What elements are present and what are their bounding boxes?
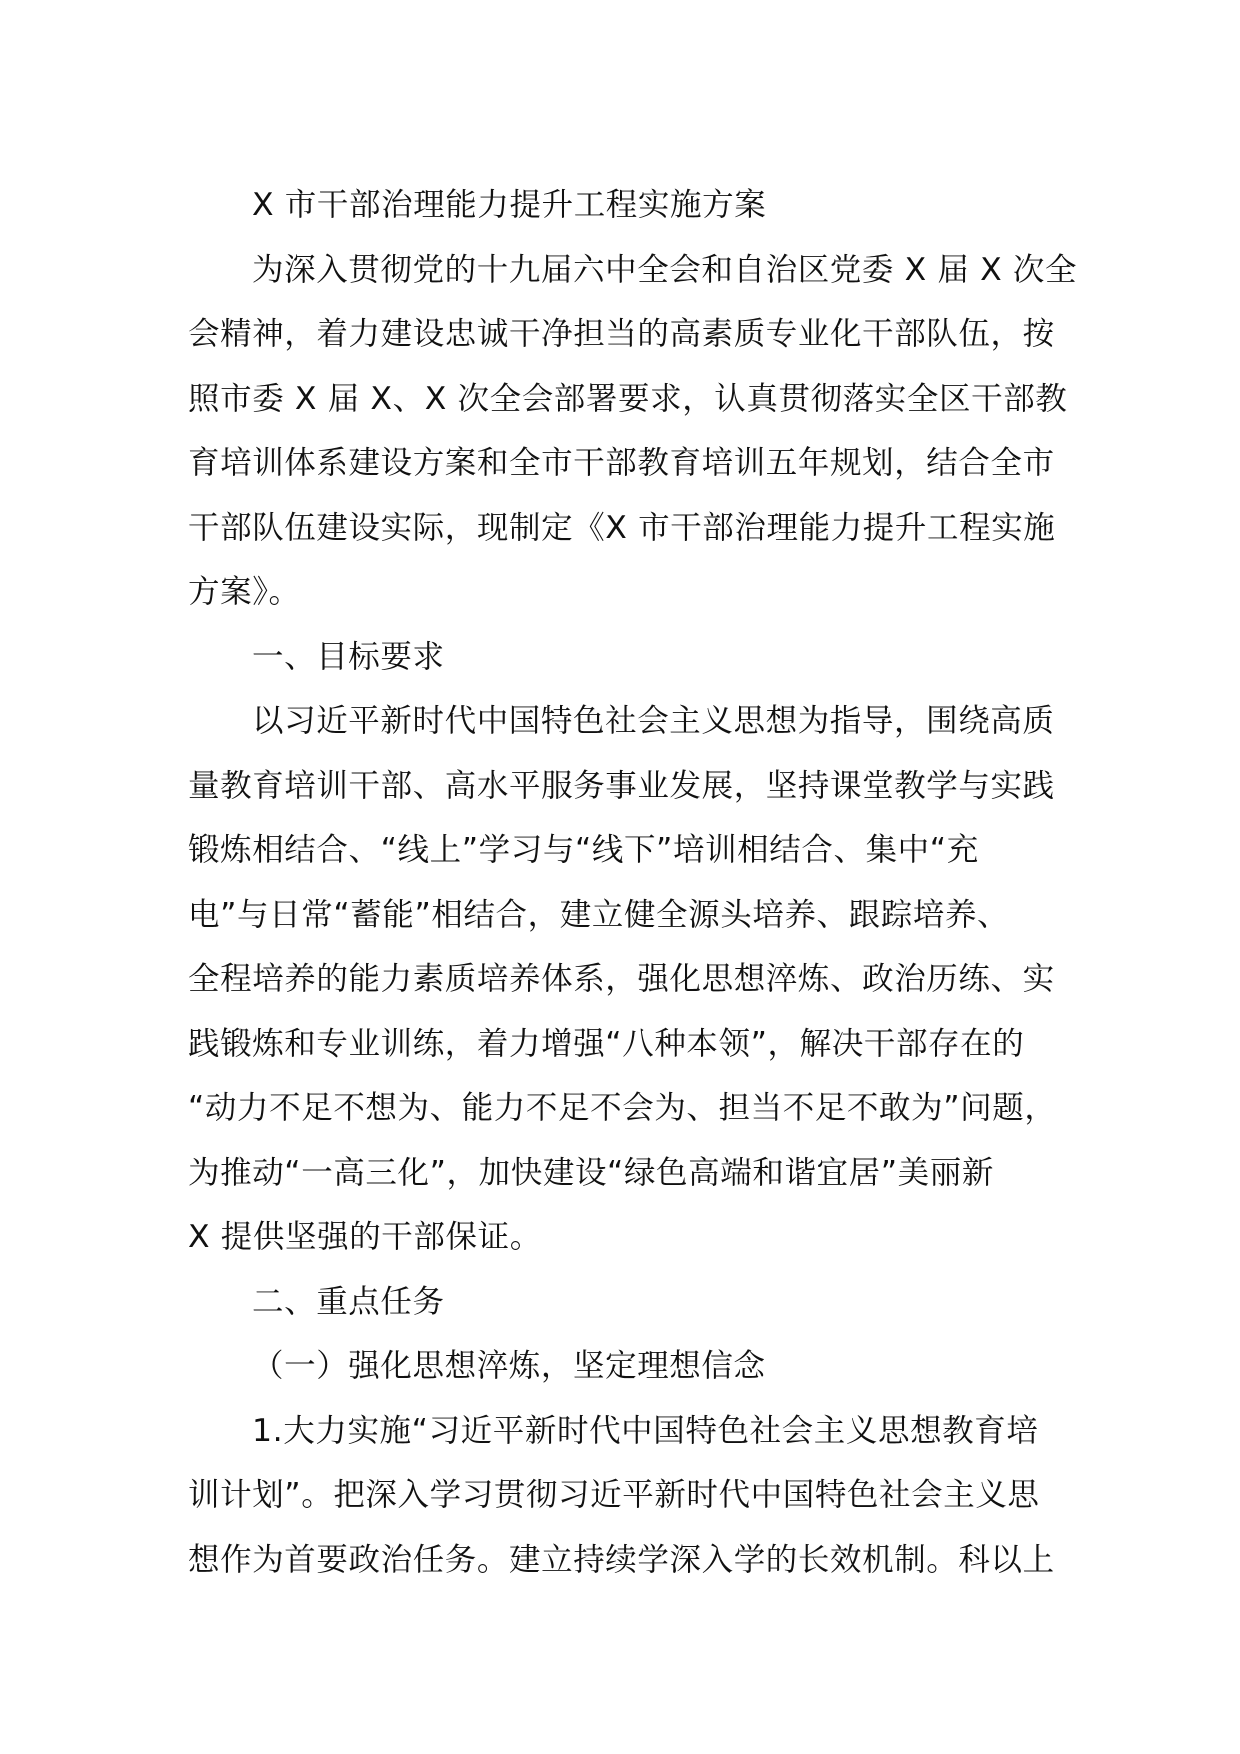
document-title: X 市干部治理能力提升工程实施方案 (252, 187, 767, 223)
intro-paragraph-line: 会精神，着力建设忠诚干净担当的高素质专业化干部队伍，按 (188, 316, 1055, 352)
task-paragraph-line: 训计划”。把深入学习贯彻习近平新时代中国特色社会主义思 (188, 1477, 1040, 1513)
goals-paragraph-line: “动力不足不想为、能力不足不会为、担当不足不敢为”问题， (188, 1090, 1057, 1126)
section-heading-goals: 一、目标要求 (252, 638, 445, 675)
section-heading-tasks: 二、重点任务 (252, 1283, 445, 1320)
task-paragraph-line: 想作为首要政治任务。建立持续学深入学的长效机制。科以上 (188, 1541, 1055, 1578)
task-paragraph-line: 1.大力实施“习近平新时代中国特色社会主义思想教育培 (252, 1412, 1039, 1449)
goals-paragraph-line: 以习近平新时代中国特色社会主义思想为指导，围绕高质 (252, 703, 1055, 739)
intro-paragraph-line: 干部队伍建设实际，现制定《X 市干部治理能力提升工程实施 (188, 509, 1056, 546)
goals-paragraph-line: 锻炼相结合、“线上”学习与“线下”培训相结合、集中“充 (188, 832, 979, 868)
goals-paragraph-line: 为推动“一高三化”，加快建设“绿色高端和谐宜居”美丽新 (188, 1154, 994, 1191)
intro-paragraph-line: 照市委 X 届 X、X 次全会部署要求，认真贯彻落实全区干部教 (188, 380, 1068, 417)
goals-paragraph-line: X 提供坚强的干部保证。 (188, 1219, 542, 1255)
intro-paragraph-line: 育培训体系建设方案和全市干部教育培训五年规划，结合全市 (188, 445, 1055, 481)
goals-paragraph-line: 践锻炼和专业训练，着力增强“八种本领”，解决干部存在的 (188, 1025, 1025, 1062)
subsection-heading: （一）强化思想淬炼，坚定理想信念 (252, 1348, 766, 1384)
intro-paragraph-line: 为深入贯彻党的十九届六中全会和自治区党委 X 届 X 次全 (252, 251, 1078, 288)
goals-paragraph-line: 量教育培训干部、高水平服务事业发展，坚持课堂教学与实践 (188, 767, 1055, 804)
document-body (188, 173, 1078, 1592)
goals-paragraph-line: 全程培养的能力素质培养体系，强化思想淬炼、政治历练、实 (188, 961, 1055, 997)
goals-paragraph-line: 电”与日常“蓄能”相结合，建立健全源头培养、跟踪培养、 (188, 896, 1010, 933)
intro-paragraph-line: 方案》。 (188, 574, 301, 610)
